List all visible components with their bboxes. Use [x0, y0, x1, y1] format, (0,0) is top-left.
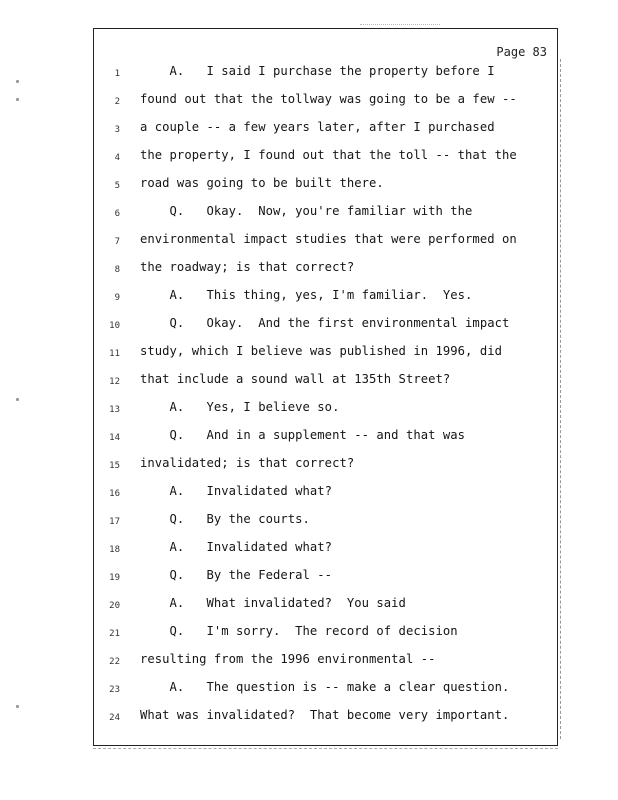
- transcript-line: [94, 624, 557, 644]
- line-text: invalidated; is that correct?: [140, 456, 355, 470]
- margin-mark: [16, 98, 19, 101]
- transcript-line: [94, 540, 557, 560]
- transcript-page: [93, 28, 558, 746]
- transcript-line: [94, 64, 557, 84]
- margin-mark: [16, 398, 19, 401]
- line-text: the roadway; is that correct?: [140, 260, 355, 274]
- transcript-line: [94, 176, 557, 196]
- line-text: that include a sound wall at 135th Street?: [140, 372, 451, 386]
- transcript-line: [94, 148, 557, 168]
- transcript-line: [94, 92, 557, 112]
- line-number: 6: [114, 209, 120, 219]
- transcript-line: [94, 400, 557, 420]
- margin-mark: [16, 705, 19, 708]
- line-number: 24: [109, 713, 120, 723]
- line-number: 10: [109, 321, 120, 331]
- line-text: the property, I found out that the toll -- that the: [140, 148, 517, 162]
- line-number: 15: [109, 461, 120, 471]
- line-text: A. This thing, yes, I'm familiar. Yes.: [140, 288, 473, 302]
- top-scan-rule: [360, 24, 440, 26]
- line-text: A. I said I purchase the property before I: [140, 64, 495, 78]
- line-number: 18: [109, 545, 120, 555]
- line-text: Q. By the Federal --: [140, 568, 333, 582]
- transcript-line: [94, 260, 557, 280]
- transcript-line: [94, 568, 557, 588]
- bottom-scan-rule: [93, 748, 558, 750]
- transcript-line: [94, 708, 557, 728]
- transcript-line: [94, 652, 557, 672]
- line-number: 12: [109, 377, 120, 387]
- line-text: Q. I'm sorry. The record of decision: [140, 624, 458, 638]
- line-text: found out that the tollway was going to be a few --: [140, 92, 517, 106]
- line-number: 1: [114, 69, 120, 79]
- line-text: What was invalidated? That become very important.: [140, 708, 510, 722]
- line-text: road was going to be built there.: [140, 176, 384, 190]
- line-number: 3: [114, 125, 120, 135]
- transcript-line: [94, 204, 557, 224]
- line-number: 23: [109, 685, 120, 695]
- line-number: 11: [109, 349, 120, 359]
- transcript-line: [94, 316, 557, 336]
- margin-mark: [16, 80, 19, 83]
- line-number: 2: [114, 97, 120, 107]
- line-number: 19: [109, 573, 120, 583]
- line-text: a couple -- a few years later, after I purchased: [140, 120, 495, 134]
- transcript-line: [94, 484, 557, 504]
- line-text: A. Yes, I believe so.: [140, 400, 340, 414]
- line-text: A. Invalidated what?: [140, 540, 333, 554]
- line-text: Q. Okay. Now, you're familiar with the: [140, 204, 473, 218]
- line-number: 8: [114, 265, 120, 275]
- transcript-line: [94, 288, 557, 308]
- line-number: 9: [114, 293, 120, 303]
- line-text: A. The question is -- make a clear question.: [140, 680, 510, 694]
- line-number: 20: [109, 601, 120, 611]
- line-text: Q. Okay. And the first environmental impact: [140, 316, 510, 330]
- line-text: Q. And in a supplement -- and that was: [140, 428, 466, 442]
- line-number: 22: [109, 657, 120, 667]
- line-text: resulting from the 1996 environmental --: [140, 652, 436, 666]
- line-text: A. Invalidated what?: [140, 484, 333, 498]
- transcript-line: [94, 596, 557, 616]
- line-text: environmental impact studies that were performed on: [140, 232, 517, 246]
- line-number: 7: [114, 237, 120, 247]
- transcript-line: [94, 372, 557, 392]
- transcript-line: [94, 232, 557, 252]
- line-number: 14: [109, 433, 120, 443]
- line-number: 17: [109, 517, 120, 527]
- line-number: 16: [109, 489, 120, 499]
- line-text: A. What invalidated? You said: [140, 596, 406, 610]
- transcript-line: [94, 428, 557, 448]
- transcript-line: [94, 680, 557, 700]
- line-text: study, which I believe was published in 1996, did: [140, 344, 502, 358]
- page-number: Page 83: [496, 45, 547, 59]
- transcript-line: [94, 344, 557, 364]
- transcript-line: [94, 120, 557, 140]
- transcript-line: [94, 456, 557, 476]
- line-number: 13: [109, 405, 120, 415]
- transcript-line: [94, 512, 557, 532]
- line-number: 5: [114, 181, 120, 191]
- line-text: Q. By the courts.: [140, 512, 310, 526]
- line-number: 21: [109, 629, 120, 639]
- line-number: 4: [114, 153, 120, 163]
